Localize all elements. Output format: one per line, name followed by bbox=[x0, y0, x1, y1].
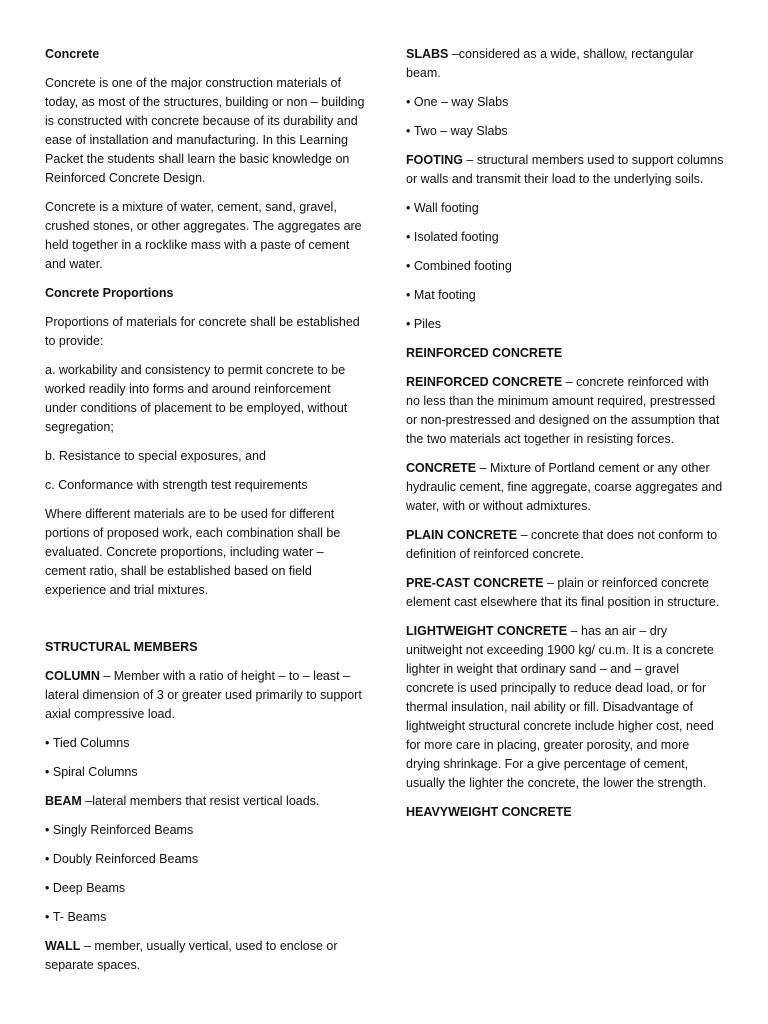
bullet-one-way-slabs: • One – way Slabs bbox=[406, 93, 726, 112]
bullet-spiral-columns: • Spiral Columns bbox=[45, 763, 365, 782]
section-title-concrete: Concrete bbox=[45, 47, 100, 61]
definition-column bbox=[45, 667, 365, 724]
spacer bbox=[45, 610, 365, 638]
list-item-c: c. Conformance with strength test requirements bbox=[45, 478, 308, 492]
term-wall: WALL bbox=[45, 939, 81, 953]
bullet-wall-footing: • Wall footing bbox=[406, 199, 726, 218]
definition-plain-concrete bbox=[406, 526, 726, 564]
term-column: COLUMN bbox=[45, 669, 100, 683]
def-slabs: –considered as a wide, shallow, rectangular beam. bbox=[406, 47, 694, 80]
heading-concrete-proportions: Concrete Proportions bbox=[45, 286, 174, 300]
definition-lightweight-concrete bbox=[406, 622, 726, 793]
term-reinforced-concrete: REINFORCED CONCRETE bbox=[406, 375, 563, 389]
paragraph-proportions-intro: Proportions of materials for concrete shall be established to provide: bbox=[45, 315, 360, 348]
def-plain-concrete: – concrete that does not conform to definition of reinforced concrete. bbox=[406, 528, 718, 561]
bullet-mat-footing: • Mat footing bbox=[406, 286, 726, 305]
bullet-combined-footing: • Combined footing bbox=[406, 257, 726, 276]
term-beam: BEAM bbox=[45, 794, 82, 808]
right-column bbox=[406, 45, 726, 832]
definition-beam bbox=[45, 792, 365, 811]
definition-reinforced-concrete bbox=[406, 373, 726, 449]
definition-footing bbox=[406, 151, 726, 189]
def-reinforced-concrete: – concrete reinforced with no less than the minimum amount required, prestressed or non-prestressed and designed on the assumption that the two materials act together in resisting forces. bbox=[406, 375, 720, 446]
heading-structural-members: STRUCTURAL MEMBERS bbox=[45, 640, 198, 654]
term-slabs: SLABS bbox=[406, 47, 449, 61]
term-footing: FOOTING bbox=[406, 153, 463, 167]
definition-slabs bbox=[406, 45, 726, 83]
def-column: – Member with a ratio of height – to – least – lateral dimension of 3 or greater used primarily to support axial compressive load. bbox=[45, 669, 362, 721]
bullet-t-beams: • T- Beams bbox=[45, 908, 365, 927]
left-column bbox=[45, 45, 365, 985]
definition-precast-concrete bbox=[406, 574, 726, 612]
bullet-piles: • Piles bbox=[406, 315, 726, 334]
def-wall: – member, usually vertical, used to enclose or separate spaces. bbox=[45, 939, 338, 972]
def-lightweight-concrete: – has an air – dry unitweight not exceeding 1900 kg/ cu.m. It is a concrete lighter in weight that ordinary sand – and – gravel concrete is used principally to reduce dead load, or for thermal insulation, nail ability or fill. Disadvantage of lightweight structural concrete include higher cost, need for more care in placing, greater porosity, and more drying shrinkage. For a give percentage of cement, usually the lighter the concrete, the lower the strength. bbox=[406, 624, 714, 790]
definition-concrete bbox=[406, 459, 726, 516]
term-lightweight-concrete: LIGHTWEIGHT CONCRETE bbox=[406, 624, 568, 638]
bullet-isolated-footing: • Isolated footing bbox=[406, 228, 726, 247]
list-item-b: b. Resistance to special exposures, and bbox=[45, 449, 266, 463]
def-beam: –lateral members that resist vertical loads. bbox=[81, 794, 320, 808]
bullet-doubly-reinforced-beams: • Doubly Reinforced Beams bbox=[45, 850, 365, 869]
term-plain-concrete: PLAIN CONCRETE bbox=[406, 528, 518, 542]
term-precast-concrete: PRE-CAST CONCRETE bbox=[406, 576, 544, 590]
paragraph-intro: Concrete is one of the major construction materials of today, as most of the structures, building or non – building is constructed with concrete because of its durability and ease of installation and manufacturing. In this Learning Packet the students shall learn the basic knowledge on Reinforced Concrete Design. bbox=[45, 76, 365, 185]
paragraph-different-materials: Where different materials are to be used for different portions of proposed work, each combination shall be evaluated. Concrete proportions, including water – cement ratio, shall be established based on field experience and trial mixtures. bbox=[45, 507, 341, 597]
heading-heavyweight-concrete: HEAVYWEIGHT CONCRETE bbox=[406, 805, 572, 819]
definition-wall bbox=[45, 937, 365, 975]
list-item-a: a. workability and consistency to permit concrete to be worked readily into forms and around reinforcement under conditions of placement to be employed, without segregation; bbox=[45, 363, 348, 434]
bullet-singly-reinforced-beams: • Singly Reinforced Beams bbox=[45, 821, 365, 840]
def-concrete: – Mixture of Portland cement or any other hydraulic cement, fine aggregate, coarse aggregates and water, with or without admixtures. bbox=[406, 461, 723, 513]
def-footing: – structural members used to support columns or walls and transmit their load to the underlying soils. bbox=[406, 153, 724, 186]
bullet-tied-columns: • Tied Columns bbox=[45, 734, 365, 753]
def-precast-concrete: – plain or reinforced concrete element cast elsewhere that its final position in structure. bbox=[406, 576, 720, 609]
paragraph-mixture: Concrete is a mixture of water, cement, sand, gravel, crushed stones, or other aggregates. The aggregates are held together in a rocklike mass with a paste of cement and water. bbox=[45, 200, 362, 271]
bullet-deep-beams: • Deep Beams bbox=[45, 879, 365, 898]
heading-reinforced-concrete: REINFORCED CONCRETE bbox=[406, 346, 563, 360]
bullet-two-way-slabs: • Two – way Slabs bbox=[406, 122, 726, 141]
term-concrete: CONCRETE bbox=[406, 461, 477, 475]
